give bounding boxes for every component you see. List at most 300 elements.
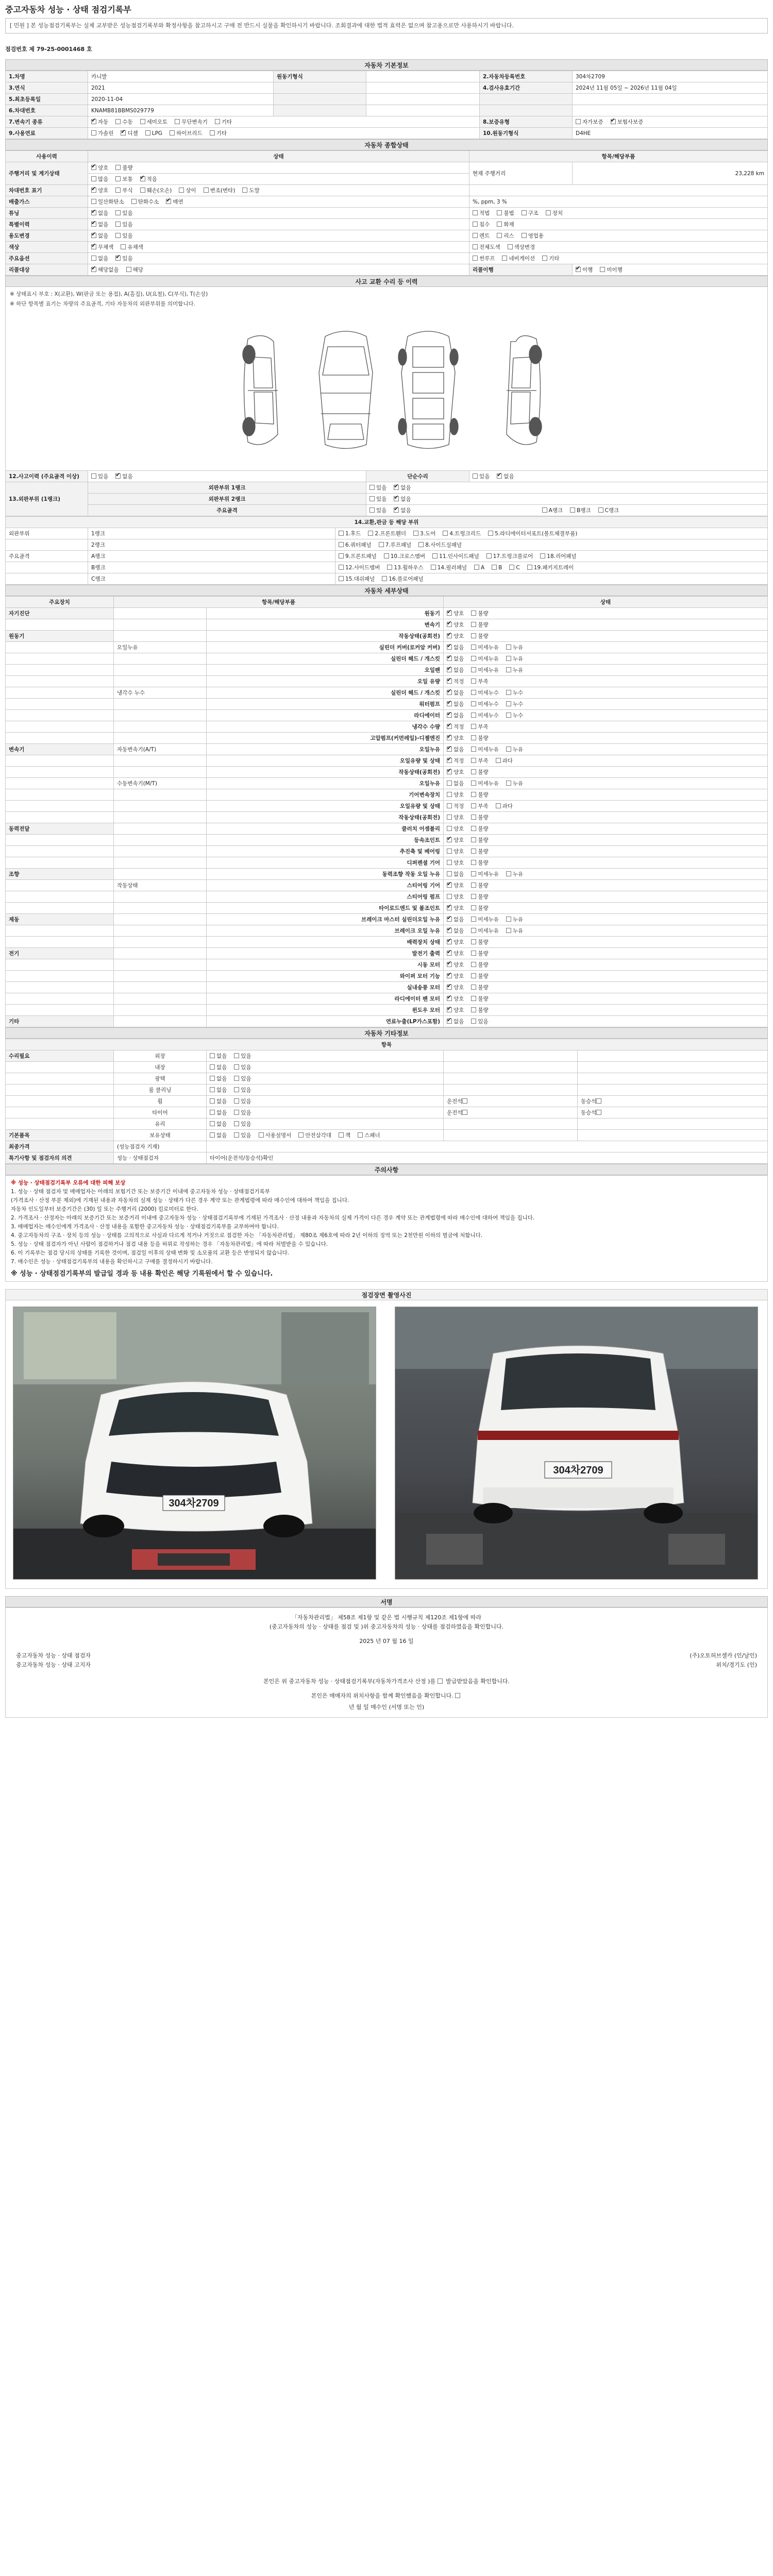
checkbox-option[interactable] xyxy=(546,210,563,216)
checkbox-unchecked[interactable] xyxy=(431,565,436,570)
checkbox-checked[interactable] xyxy=(447,735,452,740)
checkbox-checked[interactable] xyxy=(447,769,452,774)
checkbox-option[interactable] xyxy=(506,928,523,934)
checkbox-unchecked[interactable] xyxy=(234,1121,239,1126)
checkbox-option[interactable] xyxy=(506,656,523,662)
checkbox-unchecked[interactable] xyxy=(369,496,375,501)
checkbox-checked[interactable] xyxy=(121,130,126,135)
part-option[interactable] xyxy=(488,531,577,537)
checkbox-option[interactable] xyxy=(497,473,514,480)
checkbox-unchecked[interactable] xyxy=(471,690,476,695)
checkbox-unchecked[interactable] xyxy=(596,1110,601,1115)
checkbox-unchecked[interactable] xyxy=(471,758,476,763)
checkbox-option[interactable] xyxy=(234,1076,251,1082)
checkbox-option[interactable] xyxy=(471,781,499,787)
checkbox-option[interactable] xyxy=(471,860,488,866)
checkbox-unchecked[interactable] xyxy=(474,565,479,570)
checkbox-checked[interactable] xyxy=(447,996,452,1001)
checkbox-option[interactable] xyxy=(234,1064,251,1071)
checkbox-checked[interactable] xyxy=(447,883,452,888)
checkbox-unchecked[interactable] xyxy=(210,1053,215,1058)
checkbox-option[interactable] xyxy=(210,1087,227,1093)
checkbox-unchecked[interactable] xyxy=(234,1087,239,1092)
checkbox-option[interactable] xyxy=(447,860,464,866)
checkbox-unchecked[interactable] xyxy=(522,210,527,215)
checkbox-option[interactable] xyxy=(471,690,499,696)
checkbox-option[interactable] xyxy=(471,996,488,1002)
checkbox-option[interactable] xyxy=(140,119,168,125)
checkbox-option[interactable] xyxy=(91,199,124,205)
checkbox-checked[interactable] xyxy=(447,985,452,990)
checkbox-unchecked[interactable] xyxy=(506,781,511,786)
checkbox-unchecked[interactable] xyxy=(492,565,497,570)
part-option[interactable] xyxy=(486,553,533,560)
checkbox-option[interactable] xyxy=(447,747,464,753)
checkbox-option[interactable] xyxy=(542,507,563,514)
checkbox-unchecked[interactable] xyxy=(471,860,476,865)
checkbox-unchecked[interactable] xyxy=(91,256,96,261)
checkbox-unchecked[interactable] xyxy=(506,667,511,672)
checkbox-option[interactable] xyxy=(447,667,464,673)
checkbox-unchecked[interactable] xyxy=(447,894,452,899)
checkbox-option[interactable] xyxy=(91,210,108,216)
part-option[interactable] xyxy=(339,531,361,537)
checkbox-option[interactable] xyxy=(447,1019,464,1025)
checkbox-unchecked[interactable] xyxy=(234,1076,239,1081)
checkbox-option[interactable] xyxy=(447,883,464,889)
checkbox-option[interactable] xyxy=(447,690,464,696)
checkbox-unchecked[interactable] xyxy=(413,531,418,536)
checkbox-option[interactable] xyxy=(471,837,488,843)
checkbox-option[interactable] xyxy=(140,176,157,182)
checkbox-option[interactable] xyxy=(471,645,499,651)
checkbox-option[interactable] xyxy=(447,633,464,639)
checkbox-unchecked[interactable] xyxy=(506,713,511,718)
checkbox-checked[interactable] xyxy=(91,244,96,249)
checkbox-option[interactable] xyxy=(115,473,132,480)
checkbox-unchecked[interactable] xyxy=(447,815,452,820)
checkbox-option[interactable] xyxy=(473,233,490,239)
checkbox-unchecked[interactable] xyxy=(298,1132,304,1138)
checkbox-unchecked[interactable] xyxy=(596,1098,601,1104)
checkbox-unchecked[interactable] xyxy=(447,792,452,797)
checkbox-option[interactable] xyxy=(447,803,464,809)
checkbox-unchecked[interactable] xyxy=(471,611,476,616)
checkbox-option[interactable] xyxy=(506,713,523,719)
part-option[interactable] xyxy=(443,531,481,537)
checkbox-unchecked[interactable] xyxy=(506,656,511,661)
checkbox-option[interactable] xyxy=(471,928,499,934)
checkbox-unchecked[interactable] xyxy=(447,849,452,854)
checkbox-unchecked[interactable] xyxy=(115,188,121,193)
checkbox-option[interactable] xyxy=(471,917,499,923)
checkbox-option[interactable] xyxy=(145,130,162,137)
checkbox-option[interactable] xyxy=(542,256,559,262)
checkbox-option[interactable] xyxy=(447,656,464,662)
checkbox-unchecked[interactable] xyxy=(542,256,547,261)
checkbox-checked[interactable] xyxy=(115,473,121,479)
checkbox-unchecked[interactable] xyxy=(115,119,121,124)
checkbox-option[interactable] xyxy=(473,222,490,228)
checkbox-unchecked[interactable] xyxy=(471,633,476,638)
checkbox-unchecked[interactable] xyxy=(471,747,476,752)
checkbox-unchecked[interactable] xyxy=(471,667,476,672)
checkbox-unchecked[interactable] xyxy=(471,917,476,922)
checkbox-unchecked[interactable] xyxy=(506,917,511,922)
checkbox-unchecked[interactable] xyxy=(471,996,476,1001)
checkbox-unchecked[interactable] xyxy=(170,130,175,135)
checkbox-option[interactable] xyxy=(447,973,464,979)
part-option[interactable] xyxy=(431,565,467,571)
checkbox-checked[interactable] xyxy=(447,1019,452,1024)
checkbox-option[interactable] xyxy=(447,894,464,900)
checkbox-option[interactable] xyxy=(447,769,464,775)
checkbox-option[interactable] xyxy=(210,1064,227,1071)
checkbox-option[interactable] xyxy=(497,233,514,239)
checkbox-option[interactable] xyxy=(471,1007,488,1013)
checkbox-unchecked[interactable] xyxy=(486,553,492,558)
checkbox-option[interactable] xyxy=(506,917,523,923)
checkbox-unchecked[interactable] xyxy=(471,837,476,842)
checkbox-unchecked[interactable] xyxy=(497,233,502,238)
checkbox-unchecked[interactable] xyxy=(473,222,478,227)
checkbox-unchecked[interactable] xyxy=(131,199,137,204)
checkbox-option[interactable] xyxy=(471,724,488,730)
checkbox-unchecked[interactable] xyxy=(488,531,493,536)
checkbox-checked[interactable] xyxy=(447,611,452,616)
checkbox-checked[interactable] xyxy=(611,119,616,124)
checkbox-option[interactable] xyxy=(611,119,644,125)
checkbox-unchecked[interactable] xyxy=(91,130,96,135)
checkbox-option[interactable] xyxy=(91,244,113,250)
checkbox-unchecked[interactable] xyxy=(447,826,452,831)
checkbox-option[interactable] xyxy=(502,256,535,262)
checkbox-unchecked[interactable] xyxy=(471,1019,476,1024)
checkbox-option[interactable] xyxy=(447,611,464,617)
checkbox-option[interactable] xyxy=(600,267,622,273)
checkbox-unchecked[interactable] xyxy=(496,803,501,808)
checkbox-option[interactable] xyxy=(115,165,132,171)
checkbox-unchecked[interactable] xyxy=(115,210,121,215)
checkbox-unchecked[interactable] xyxy=(473,256,478,261)
checkbox-unchecked[interactable] xyxy=(210,1087,215,1092)
checkbox-unchecked[interactable] xyxy=(339,542,344,547)
checkbox-unchecked[interactable] xyxy=(259,1132,264,1138)
checkbox-unchecked[interactable] xyxy=(210,1064,215,1070)
checkbox-option[interactable] xyxy=(508,244,535,250)
checkbox-unchecked[interactable] xyxy=(542,507,547,513)
checkbox-option[interactable] xyxy=(447,815,464,821)
checkbox-unchecked[interactable] xyxy=(447,860,452,865)
checkbox-option[interactable] xyxy=(447,837,464,843)
checkbox-option[interactable] xyxy=(234,1121,251,1127)
checkbox-unchecked[interactable] xyxy=(506,871,511,876)
checkbox-checked[interactable] xyxy=(166,199,171,204)
checkbox-option[interactable] xyxy=(471,701,499,707)
checkbox-option[interactable] xyxy=(471,894,488,900)
checkbox-option[interactable] xyxy=(126,267,143,273)
checkbox-option[interactable] xyxy=(170,130,203,137)
checkbox-checked[interactable] xyxy=(447,1007,452,1012)
confirm-checkbox[interactable] xyxy=(438,1679,443,1684)
checkbox-checked[interactable] xyxy=(447,724,452,729)
part-option[interactable] xyxy=(368,531,406,537)
part-option[interactable] xyxy=(418,542,462,548)
checkbox-unchecked[interactable] xyxy=(339,565,344,570)
checkbox-unchecked[interactable] xyxy=(418,542,424,547)
checkbox-checked[interactable] xyxy=(447,622,452,627)
checkbox-unchecked[interactable] xyxy=(140,119,145,124)
checkbox-unchecked[interactable] xyxy=(471,724,476,729)
checkbox-option[interactable] xyxy=(471,656,499,662)
checkbox-option[interactable] xyxy=(471,792,488,798)
checkbox-checked[interactable] xyxy=(91,188,96,193)
checkbox-option[interactable] xyxy=(497,222,514,228)
checkbox-checked[interactable] xyxy=(447,667,452,672)
part-option[interactable] xyxy=(339,542,372,548)
checkbox-option[interactable] xyxy=(506,645,523,651)
checkbox-unchecked[interactable] xyxy=(210,130,215,135)
checkbox-unchecked[interactable] xyxy=(546,210,551,215)
checkbox-unchecked[interactable] xyxy=(175,119,180,124)
checkbox-unchecked[interactable] xyxy=(471,656,476,661)
checkbox-unchecked[interactable] xyxy=(91,199,96,204)
checkbox-option[interactable] xyxy=(242,188,259,194)
checkbox-unchecked[interactable] xyxy=(115,176,121,181)
checkbox-option[interactable] xyxy=(234,1053,251,1059)
checkbox-option[interactable] xyxy=(115,233,132,239)
checkbox-option[interactable] xyxy=(447,758,464,764)
part-option[interactable] xyxy=(339,576,375,582)
checkbox-unchecked[interactable] xyxy=(339,531,344,536)
checkbox-unchecked[interactable] xyxy=(432,553,438,558)
part-option[interactable] xyxy=(382,576,423,582)
checkbox-unchecked[interactable] xyxy=(210,1076,215,1081)
checkbox-checked[interactable] xyxy=(447,690,452,695)
checkbox-unchecked[interactable] xyxy=(506,701,511,706)
checkbox-unchecked[interactable] xyxy=(497,210,502,215)
checkbox-unchecked[interactable] xyxy=(339,553,344,558)
checkbox-option[interactable] xyxy=(369,507,386,514)
checkbox-option[interactable] xyxy=(210,1110,227,1116)
checkbox-unchecked[interactable] xyxy=(506,690,511,695)
checkbox-option[interactable] xyxy=(522,210,539,216)
checkbox-option[interactable] xyxy=(91,188,108,194)
checkbox-option[interactable] xyxy=(115,176,132,182)
checkbox-option[interactable] xyxy=(447,951,464,957)
checkbox-checked[interactable] xyxy=(447,747,452,752)
checkbox-unchecked[interactable] xyxy=(471,962,476,967)
checkbox-option[interactable] xyxy=(447,928,464,934)
checkbox-option[interactable] xyxy=(471,747,499,753)
checkbox-checked[interactable] xyxy=(140,176,145,181)
checkbox-unchecked[interactable] xyxy=(598,507,603,513)
checkbox-option[interactable] xyxy=(175,119,208,125)
checkbox-option[interactable] xyxy=(394,496,411,502)
checkbox-option[interactable] xyxy=(471,939,488,945)
checkbox-option[interactable] xyxy=(121,244,143,250)
checkbox-checked[interactable] xyxy=(91,222,96,227)
checkbox-option[interactable] xyxy=(369,496,386,502)
checkbox-checked[interactable] xyxy=(447,679,452,684)
checkbox-option[interactable] xyxy=(447,939,464,945)
checkbox-unchecked[interactable] xyxy=(339,1132,344,1138)
checkbox-option[interactable] xyxy=(447,724,464,730)
checkbox-unchecked[interactable] xyxy=(368,531,373,536)
part-option[interactable] xyxy=(413,531,435,537)
checkbox-unchecked[interactable] xyxy=(210,1098,215,1104)
checkbox-option[interactable] xyxy=(506,781,523,787)
checkbox-unchecked[interactable] xyxy=(234,1064,239,1070)
checkbox-unchecked[interactable] xyxy=(471,928,476,933)
checkbox-checked[interactable] xyxy=(576,267,581,272)
checkbox-option[interactable] xyxy=(497,210,514,216)
checkbox-unchecked[interactable] xyxy=(140,188,145,193)
checkbox-option[interactable] xyxy=(471,679,488,685)
checkbox-option[interactable] xyxy=(91,473,108,480)
checkbox-unchecked[interactable] xyxy=(115,222,121,227)
checkbox-checked[interactable] xyxy=(91,119,96,124)
checkbox-unchecked[interactable] xyxy=(210,1121,215,1126)
checkbox-unchecked[interactable] xyxy=(471,645,476,650)
checkbox-unchecked[interactable] xyxy=(234,1098,239,1104)
checkbox-option[interactable] xyxy=(369,485,386,491)
checkbox-checked[interactable] xyxy=(447,656,452,661)
checkbox-unchecked[interactable] xyxy=(471,815,476,820)
checkbox-unchecked[interactable] xyxy=(471,792,476,797)
checkbox-unchecked[interactable] xyxy=(215,119,220,124)
checkbox-unchecked[interactable] xyxy=(369,507,375,513)
checkbox-unchecked[interactable] xyxy=(471,849,476,854)
checkbox-unchecked[interactable] xyxy=(471,622,476,627)
checkbox-unchecked[interactable] xyxy=(473,244,478,249)
checkbox-unchecked[interactable] xyxy=(447,781,452,786)
checkbox-option[interactable] xyxy=(506,871,523,877)
checkbox-unchecked[interactable] xyxy=(115,233,121,238)
checkbox-option[interactable] xyxy=(91,130,113,137)
checkbox-checked[interactable] xyxy=(91,267,96,272)
checkbox-option[interactable] xyxy=(473,210,490,216)
checkbox-option[interactable] xyxy=(473,473,490,480)
checkbox-option[interactable] xyxy=(91,267,119,273)
checkbox-option[interactable] xyxy=(471,758,488,764)
checkbox-unchecked[interactable] xyxy=(509,565,514,570)
checkbox-option[interactable] xyxy=(471,667,499,673)
checkbox-option[interactable] xyxy=(210,1053,227,1059)
checkbox-option[interactable] xyxy=(447,645,464,651)
checkbox-checked[interactable] xyxy=(447,837,452,842)
checkbox-unchecked[interactable] xyxy=(234,1132,239,1138)
checkbox-option[interactable] xyxy=(496,758,513,764)
checkbox-option[interactable] xyxy=(471,951,488,957)
checkbox-option[interactable] xyxy=(471,611,488,617)
checkbox-option[interactable] xyxy=(471,962,488,968)
checkbox-checked[interactable] xyxy=(91,210,96,215)
part-option[interactable] xyxy=(339,553,377,560)
checkbox-option[interactable] xyxy=(115,119,132,125)
checkbox-option[interactable] xyxy=(447,985,464,991)
checkbox-unchecked[interactable] xyxy=(473,233,478,238)
checkbox-checked[interactable] xyxy=(447,758,452,763)
checkbox-checked[interactable] xyxy=(447,905,452,910)
checkbox-unchecked[interactable] xyxy=(502,256,507,261)
checkbox-option[interactable] xyxy=(447,679,464,685)
checkbox-unchecked[interactable] xyxy=(473,473,478,479)
checkbox-option[interactable] xyxy=(506,667,523,673)
checkbox-option[interactable] xyxy=(210,130,227,137)
checkbox-option[interactable] xyxy=(598,507,619,514)
checkbox-unchecked[interactable] xyxy=(387,565,392,570)
part-option[interactable] xyxy=(379,542,412,548)
checkbox-option[interactable] xyxy=(91,256,108,262)
checkbox-checked[interactable] xyxy=(447,928,452,933)
checkbox-option[interactable] xyxy=(447,735,464,741)
checkbox-option[interactable] xyxy=(576,267,593,273)
part-option[interactable] xyxy=(540,553,576,560)
checkbox-option[interactable] xyxy=(91,165,108,171)
checkbox-unchecked[interactable] xyxy=(576,119,581,124)
checkbox-option[interactable] xyxy=(471,973,488,979)
checkbox-option[interactable] xyxy=(447,622,464,628)
part-option[interactable] xyxy=(339,565,380,571)
checkbox-option[interactable] xyxy=(471,769,488,775)
checkbox-option[interactable] xyxy=(131,199,159,205)
checkbox-option[interactable] xyxy=(447,701,464,707)
checkbox-unchecked[interactable] xyxy=(384,553,389,558)
checkbox-option[interactable] xyxy=(471,826,488,832)
checkbox-unchecked[interactable] xyxy=(121,244,126,249)
checkbox-checked[interactable] xyxy=(447,917,452,922)
checkbox-checked[interactable] xyxy=(394,496,399,501)
checkbox-unchecked[interactable] xyxy=(471,951,476,956)
checkbox-unchecked[interactable] xyxy=(471,713,476,718)
checkbox-unchecked[interactable] xyxy=(527,565,532,570)
checkbox-unchecked[interactable] xyxy=(379,542,384,547)
checkbox-option[interactable] xyxy=(394,485,411,491)
checkbox-unchecked[interactable] xyxy=(570,507,575,513)
checkbox-unchecked[interactable] xyxy=(471,905,476,910)
checkbox-unchecked[interactable] xyxy=(506,645,511,650)
checkbox-checked[interactable] xyxy=(115,256,121,261)
checkbox-option[interactable] xyxy=(234,1110,251,1116)
checkbox-checked[interactable] xyxy=(447,962,452,967)
checkbox-unchecked[interactable] xyxy=(145,130,150,135)
checkbox-checked[interactable] xyxy=(394,485,399,490)
checkbox-unchecked[interactable] xyxy=(471,679,476,684)
checkbox-checked[interactable] xyxy=(447,701,452,706)
checkbox-option[interactable] xyxy=(496,803,513,809)
part-option[interactable] xyxy=(384,553,425,560)
checkbox-checked[interactable] xyxy=(447,633,452,638)
checkbox-unchecked[interactable] xyxy=(496,758,501,763)
checkbox-option[interactable] xyxy=(447,849,464,855)
checkbox-option[interactable] xyxy=(471,815,488,821)
checkbox-option[interactable] xyxy=(115,210,132,216)
checkbox-option[interactable] xyxy=(210,1132,227,1139)
checkbox-option[interactable] xyxy=(234,1098,251,1105)
checkbox-option[interactable] xyxy=(91,222,108,228)
checkbox-checked[interactable] xyxy=(91,233,96,238)
checkbox-unchecked[interactable] xyxy=(471,826,476,831)
part-option[interactable] xyxy=(387,565,423,571)
checkbox-option[interactable] xyxy=(91,233,108,239)
checkbox-unchecked[interactable] xyxy=(508,244,513,249)
checkbox-option[interactable] xyxy=(447,871,464,877)
checkbox-option[interactable] xyxy=(471,871,499,877)
checkbox-option[interactable] xyxy=(166,199,183,205)
checkbox-unchecked[interactable] xyxy=(179,188,184,193)
checkbox-option[interactable] xyxy=(570,507,591,514)
